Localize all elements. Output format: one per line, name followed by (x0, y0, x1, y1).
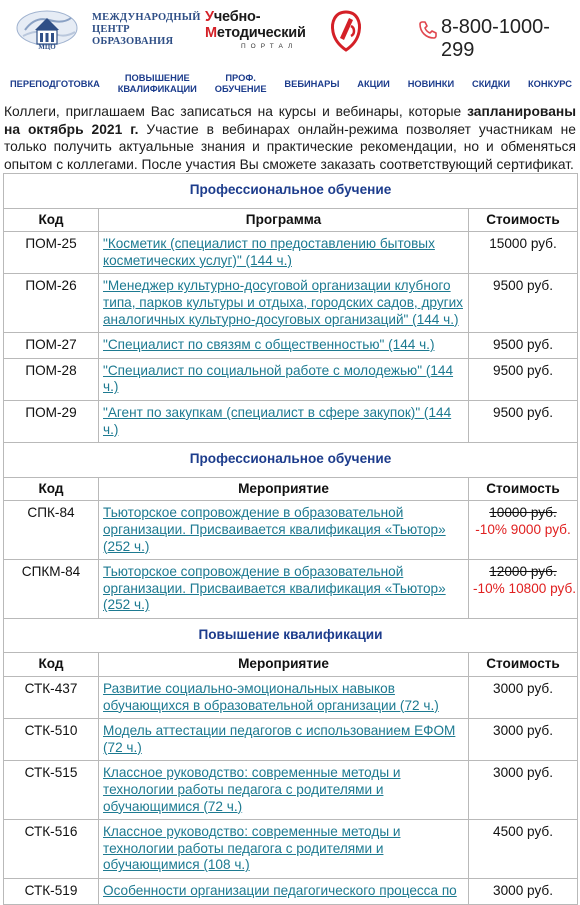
section-header-row (4, 443, 578, 478)
price-cell (469, 677, 578, 719)
course-price: 3000 руб. (493, 723, 553, 739)
nav-item-prof-training[interactable]: ПРОФ. ОБУЧЕНИЕ (214, 73, 267, 94)
ump-line-2 (205, 25, 306, 41)
section-title: Профессиональное обучение (4, 174, 578, 209)
price-cell (469, 761, 578, 820)
nav-item-contest[interactable]: КОНКУРС (527, 78, 572, 89)
old-price: 10000 руб. (489, 505, 557, 521)
table-row (4, 333, 578, 359)
course-price: 15000 руб. (489, 236, 557, 252)
section-header-row (4, 174, 578, 209)
course-cell (99, 274, 469, 333)
nav-item-qualification[interactable]: ПОВЫШЕНИЕ КВАЛИФИКАЦИИ (117, 73, 197, 94)
discount-price: -10% 10800 руб. (473, 580, 577, 596)
course-link[interactable]: Развитие социально-эмоциональных навыков обучающихся в образовательной организации (72 ч.) (103, 681, 439, 713)
site-header (0, 0, 580, 64)
table-row (4, 232, 578, 274)
course-code: ПОМ-25 (4, 232, 99, 274)
nav-item-promotions[interactable]: АКЦИИ (357, 78, 390, 89)
program-column-header: Программа (99, 208, 469, 232)
code-column-header: Код (4, 477, 99, 501)
table-row (4, 274, 578, 333)
price-cell (469, 719, 578, 761)
course-link[interactable]: Особенности организации педагогического процесса по (103, 883, 457, 898)
price-cell (469, 400, 578, 442)
mco-name-line-3: ОБРАЗОВАНИЯ (92, 36, 174, 47)
course-code: ПОМ-29 (4, 400, 99, 442)
course-code: ПОМ-27 (4, 333, 99, 359)
table-row (4, 761, 578, 820)
ump-line-1-initial: У (205, 9, 214, 25)
course-price: 9500 руб. (493, 404, 553, 420)
table-row (4, 358, 578, 400)
ump-logo[interactable] (205, 7, 325, 53)
course-code: СТК-516 (4, 820, 99, 879)
code-column-header: Код (4, 208, 99, 232)
column-header-row (4, 653, 578, 677)
course-code: СТК-510 (4, 719, 99, 761)
course-cell (99, 501, 469, 560)
intro-highlight: запланированы на октябрь 2021 г. (4, 104, 576, 137)
nav-item-new[interactable]: НОВИНКИ (407, 78, 455, 89)
nav-item-discounts[interactable]: СКИДКИ (472, 78, 511, 89)
ump-line-2-rest: етодический (216, 25, 306, 41)
section-title: Повышение квалификации (4, 618, 578, 653)
code-column-header: Код (4, 653, 99, 677)
course-link[interactable]: Тьюторское сопровождение в образовательной организации. Присваивается квалификация «Тьютор» (252 ч.) (103, 505, 446, 554)
course-cell (99, 879, 469, 905)
table-row (4, 677, 578, 719)
course-link[interactable]: Классное руководство: современные методы и технологии работы педагога с родителями и обучающимися (108 ч.) (103, 824, 401, 873)
section-title: Профессиональное обучение (4, 443, 578, 478)
table-row (4, 820, 578, 879)
course-code: СПКМ-84 (4, 560, 99, 619)
price-column-header: Стоимость (469, 477, 578, 501)
course-link[interactable]: Модель аттестации педагогов с использованием ЕФОМ (72 ч.) (103, 723, 456, 755)
course-link[interactable]: Тьюторское сопровождение в образовательной организации. Присваивается квалификация «Тьютор» (252 ч.) (103, 564, 446, 613)
nav-item-retraining[interactable]: ПЕРЕПОДГОТОВКА (10, 78, 100, 89)
course-cell (99, 400, 469, 442)
intro-text-1: Коллеги, приглашаем Вас записаться на курсы и вебинары, которые (4, 104, 468, 119)
table-row (4, 719, 578, 761)
course-cell (99, 232, 469, 274)
ump-portal-label: ПОРТАЛ (241, 43, 298, 50)
course-link[interactable]: "Менеджер культурно-досуговой организации клубного типа, парков культуры и отдыха, городских садов, других аналогичных культурно-досуговых организаций" (144 ч.) (103, 278, 463, 327)
course-price: 3000 руб. (493, 883, 553, 898)
price-cell (469, 501, 578, 560)
course-price: 4500 руб. (493, 824, 553, 840)
ump-line-1 (205, 9, 260, 25)
table-row (4, 560, 578, 619)
table-row (4, 400, 578, 442)
column-header-row (4, 208, 578, 232)
courses-table (3, 173, 578, 905)
price-cell (469, 820, 578, 879)
nav-item-webinars[interactable]: ВЕБИНАРЫ (284, 78, 340, 89)
course-code: ПОМ-26 (4, 274, 99, 333)
program-column-header: Мероприятие (99, 477, 469, 501)
course-link[interactable]: Классное руководство: современные методы и технологии работы педагога с родителями и обучающимися (72 ч.) (103, 765, 401, 814)
course-cell (99, 677, 469, 719)
course-cell (99, 719, 469, 761)
course-price: 9500 руб. (493, 362, 553, 378)
course-cell (99, 333, 469, 359)
course-price: 9500 руб. (493, 337, 553, 353)
section-header-row (4, 618, 578, 653)
table-row (4, 501, 578, 560)
program-column-header: Мероприятие (99, 653, 469, 677)
mco-logo-icon[interactable] (5, 8, 83, 50)
column-header-row (4, 477, 578, 501)
course-cell (99, 358, 469, 400)
course-code: СТК-437 (4, 677, 99, 719)
discount-price: -10% 9000 руб. (475, 521, 571, 537)
old-price: 12000 руб. (489, 564, 557, 580)
ump-line-1-rest: чебно- (213, 9, 261, 25)
mco-name-line-1: МЕЖДУНАРОДНЫЙ (92, 12, 201, 23)
course-link[interactable]: "Специалист по связям с общественностью" (144 ч.) (103, 337, 435, 353)
courses-table-wrapper (3, 173, 577, 905)
course-code: СТК-515 (4, 761, 99, 820)
course-price: 3000 руб. (493, 681, 553, 697)
course-cell (99, 761, 469, 820)
price-cell (469, 232, 578, 274)
ump-emblem-icon (327, 8, 365, 52)
intro-text-2: Участие в вебинарах онлайн-режима позволяет участникам не только получить актуальные знания и практические рекомендации, но и обменяться опытом с коллегами. После участия Вы сможете заказать соответствующий сертификат. (4, 121, 576, 172)
svg-text:МЦО: МЦО (38, 43, 56, 50)
course-price: 3000 руб. (493, 765, 553, 781)
course-cell (99, 820, 469, 879)
course-link[interactable]: "Косметик (специалист по предоставлению бытовых косметических услуг)" (144 ч.) (103, 236, 435, 268)
price-column-header: Стоимость (469, 653, 578, 677)
course-link[interactable]: "Специалист по социальной работе с молодежью" (144 ч.) (103, 362, 454, 395)
main-nav (0, 70, 580, 98)
intro-paragraph (4, 103, 576, 173)
ump-line-2-initial: М (205, 25, 217, 41)
table-row (4, 879, 578, 905)
course-cell (99, 560, 469, 619)
mco-name[interactable] (92, 12, 201, 48)
price-column-header: Стоимость (469, 208, 578, 232)
phone-number[interactable]: 8-800-1000-299 (441, 16, 550, 61)
price-cell (469, 274, 578, 333)
price-cell (469, 333, 578, 359)
course-code: ПОМ-28 (4, 358, 99, 400)
phone-icon (418, 20, 438, 40)
course-code: СТК-519 (4, 879, 99, 905)
course-price: 9500 руб. (493, 278, 553, 294)
price-cell (469, 560, 578, 619)
mco-name-line-2: ЦЕНТР (92, 24, 130, 35)
course-link[interactable]: "Агент по закупкам (специалист в сфере закупок)" (144 ч.) (103, 404, 452, 437)
price-cell (469, 879, 578, 905)
course-code: СПК-84 (4, 501, 99, 560)
price-cell (469, 358, 578, 400)
